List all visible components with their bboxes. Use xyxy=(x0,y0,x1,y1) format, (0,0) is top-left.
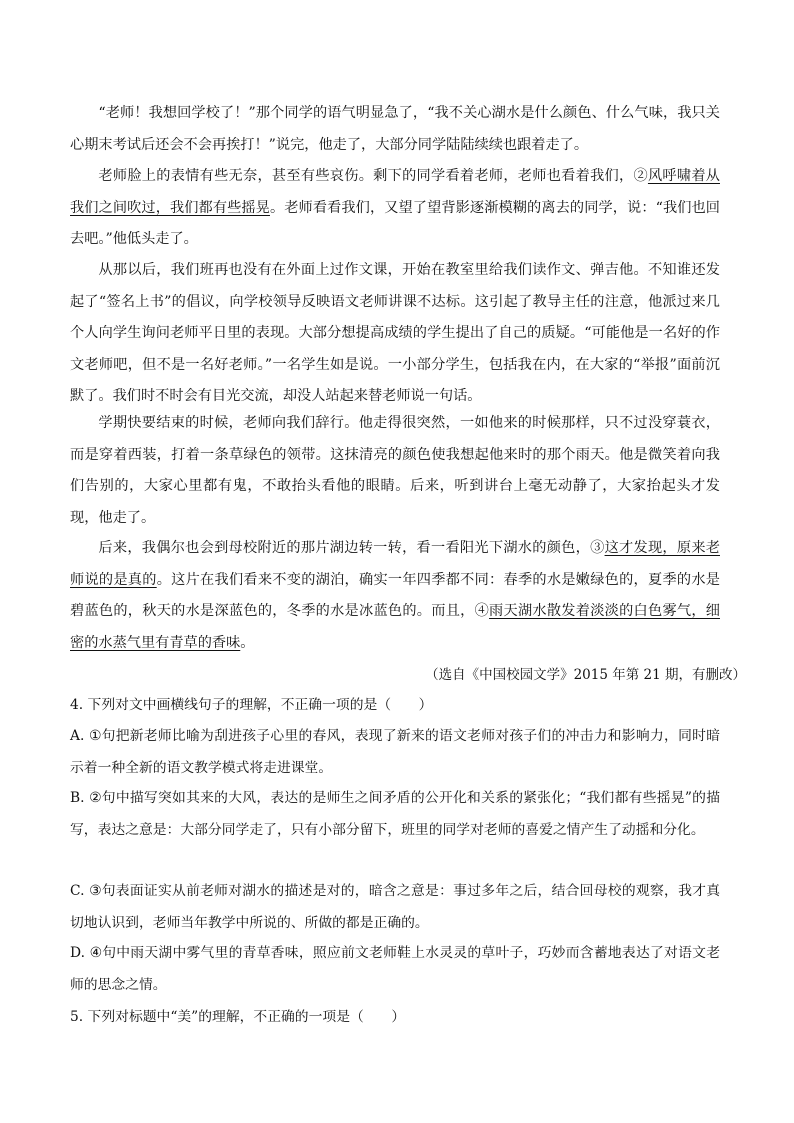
paragraph-5-text-middle: 。这片在我们看来不变的湖泊，确实一年四季都不同：春季的水是嫩绿色的，夏季的水是碧蓝色的，秋天的水是深蓝色的，冬季的水是冰蓝色的。而且，④ xyxy=(70,571,720,619)
passage-paragraph-3: 从那以后，我们班再也没有在外面上过作文课，开始在教室里给我们读作文、弹吉他。不知谁还发起了“签名上书”的倡议，向学校领导反映语文老师讲课不达标。这引起了教导主任的注意，他派过来几个人向学生询问老师平日里的表现。大部分想提高成绩的学生提出了自己的质疑。“可能他是一名好的作文老师吧，但不是一名好老师。”一名学生如是说。一小部分学生，包括我在内，在大家的“举报”面前沉默了。我们时不时会有目光交流，却没人站起来替老师说一句话。 xyxy=(70,262,720,404)
question-5-stem: 5. 下列对标题中“美”的理解，不正确的一项是（ ） xyxy=(70,1009,406,1025)
passage-paragraph-1: “老师！我想回学校了！”那个同学的语气明显急了，“我不关心湖水是什么颜色、什么气味，我只关心期末考试后还会不会再挨打！”说完，他走了，大部分同学陆陆续续也跟着走了。 xyxy=(70,105,720,153)
passage-paragraph-4: 学期快要结束的时候，老师向我们辞行。他走得很突然，一如他来的时候那样，只不过没穿蓑衣，而是穿着西装，打着一条草绿色的领带。这抹清亮的颜色使我想起他来时的那个雨天。他是微笑着向我们告别的，大家心里都有鬼，不敢抬头看他的眼睛。后来，听到讲台上毫无动静了，大家抬起头才发现，他走了。 xyxy=(70,415,720,526)
underlined-sentence-4: 雨天湖水散发着淡淡的白色雾气，细密的水蒸气里有青草的香味 xyxy=(70,603,720,651)
question-4-option-c: C. ③句表面证实从前老师对湖水的描述是对的，暗含之意是：事过多年之后，结合回母校的观察，我才真切地认识到，老师当年教学中所说的、所做的都是正确的。 xyxy=(70,883,720,931)
paragraph-5-text-end: 。 xyxy=(240,634,255,651)
underlined-sentence-3: 这才发现，原来老师说的是真的 xyxy=(70,540,720,588)
paragraph-5-text: 后来，我偶尔也会到母校附近的那片湖边转一转，看一看阳光下湖水的颜色，③ xyxy=(98,540,605,556)
question-4-option-a: A. ①句把新老师比喻为刮进孩子心里的春风，表现了新来的语文老师对孩子们的冲击力和影响力，同时暗示着一种全新的语文教学模式将走进课堂。 xyxy=(70,728,720,776)
paragraph-2-text-end: 。老师看看我们，又望了望背影逐渐模糊的离去的同学，说：“我们也回去吧。”他低头走了。 xyxy=(70,199,720,247)
question-4-option-d: D. ④句中雨天湖中雾气里的青草香味，照应前文老师鞋上水灵灵的草叶子，巧妙而含蓄地表达了对语文老师的思念之情。 xyxy=(70,945,720,993)
paragraph-2-text: 老师脸上的表情有些无奈，甚至有些哀伤。剩下的同学看着老师，老师也看着我们，② xyxy=(98,168,648,184)
underlined-sentence-2: 风呼啸着从我们之间吹过，我们都有些摇晃 xyxy=(70,168,720,216)
passage-paragraph-2 xyxy=(70,161,720,256)
passage-paragraph-5 xyxy=(70,533,720,659)
passage-source: （选自《中国校园文学》2015 年第 21 期，有删改） xyxy=(425,667,746,683)
question-4-stem: 4. 下列对文中画横线句子的理解，不正确一项的是（ ） xyxy=(70,697,433,713)
question-4-option-b: B. ②句中描写突如其来的大风，表达的是师生之间矛盾的公开化和关系的紧张化；“我们都有些摇晃”的描写，表达之意是：大部分同学走了，只有小部分留下，班里的同学对老师的喜爱之情产生了动摇和分化。 xyxy=(70,790,720,838)
